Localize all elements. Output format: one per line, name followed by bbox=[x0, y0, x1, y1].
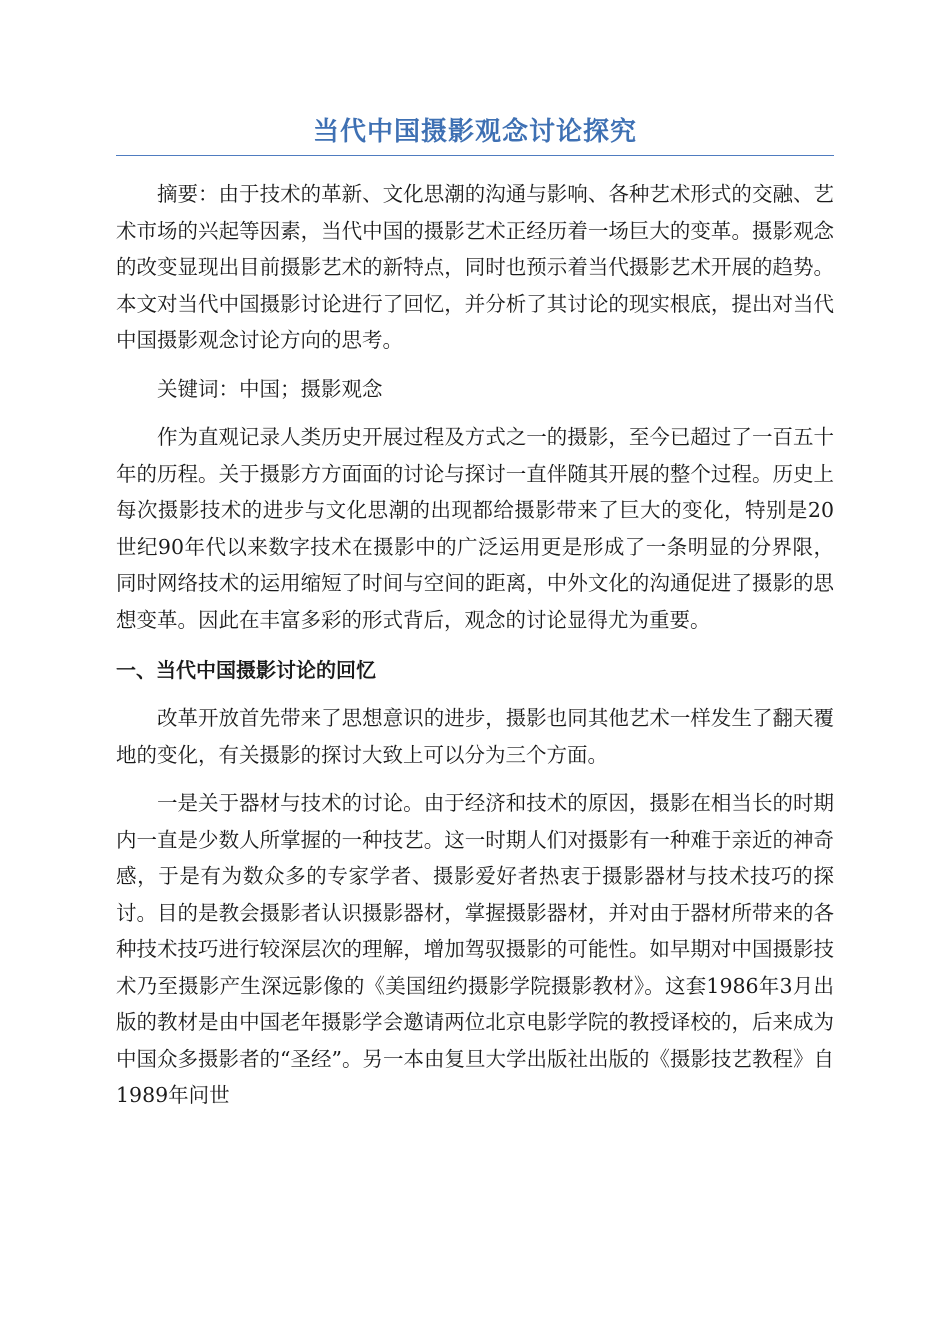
section-paragraph: 一是关于器材与技术的讨论。由于经济和技术的原因，摄影在相当长的时期内一直是少数人所掌握的一种技艺。这一时期人们对摄影有一种难于亲近的神奇感，于是有为数众多的专家学者、摄影爱好者热衷于摄影器材与技术技巧的探讨。目的是教会摄影者认识摄影器材，掌握摄影器材，并对由于器材所带来的各种技术技巧进行较深层次的理解，增加驾驭摄影的可能性。如早期对中国摄影技术乃至摄影产生深远影像的《美国纽约摄影学院摄影教材》。这套1986年3月出版的教材是由中国老年摄影学会邀请两位北京电影学院的教授译校的，后来成为中国众多摄影者的“圣经”。另一本由复旦大学出版社出版的《摄影技艺教程》自1989年问世 bbox=[116, 791, 834, 1107]
section-paragraph: 改革开放首先带来了思想意识的进步，摄影也同其他艺术一样发生了翻天覆地的变化，有关摄影的探讨大致上可以分为三个方面。 bbox=[116, 706, 834, 767]
keywords-line: 关键词：中国；摄影观念 bbox=[157, 376, 383, 401]
section-heading: 一、当代中国摄影讨论的回忆 bbox=[116, 658, 376, 682]
document-title: 当代中国摄影观念讨论探究 bbox=[116, 108, 834, 156]
abstract-paragraph: 摘要：由于技术的革新、文化思潮的沟通与影响、各种艺术形式的交融、艺术市场的兴起等因素，当代中国的摄影艺术正经历着一场巨大的变革。摄影观念的改变显现出目前摄影艺术的新特点，同时也预示着当代摄影艺术开展的趋势。本文对当代中国摄影讨论进行了回忆，并分析了其讨论的现实根底，提出对当代中国摄影观念讨论方向的思考。 bbox=[116, 182, 834, 352]
intro-paragraph: 作为直观记录人类历史开展过程及方式之一的摄影，至今已超过了一百五十年的历程。关于摄影方方面面的讨论与探讨一直伴随其开展的整个过程。历史上每次摄影技术的进步与文化思潮的出现都给摄影带来了巨大的变化，特别是20世纪90年代以来数字技术在摄影中的广泛运用更是形成了一条明显的分界限，同时网络技术的运用缩短了时间与空间的距离，中外文化的沟通促进了摄影的思想变革。因此在丰富多彩的形式背后，观念的讨论显得尤为重要。 bbox=[116, 425, 834, 632]
document-page bbox=[116, 108, 834, 1114]
